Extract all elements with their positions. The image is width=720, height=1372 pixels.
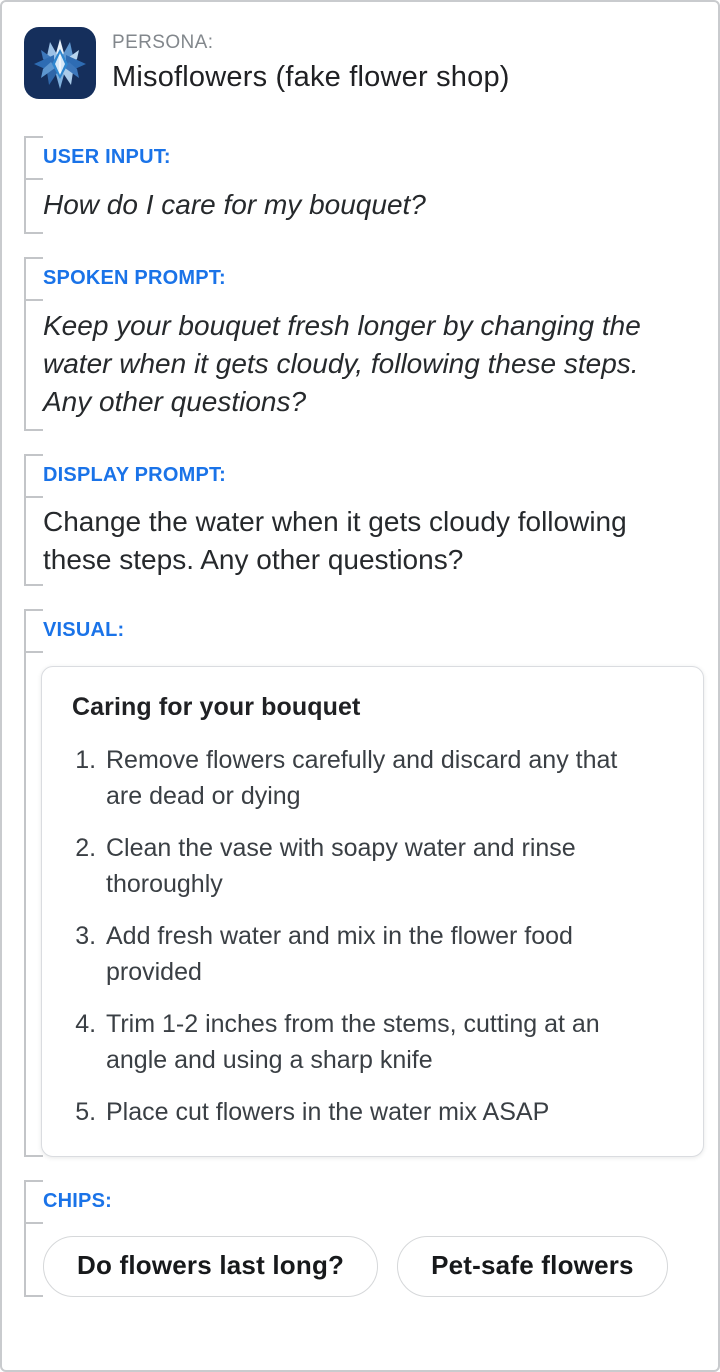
visual-card [41, 666, 704, 1157]
spec-sections [24, 136, 704, 1297]
section-chips [24, 1180, 704, 1297]
display-prompt-label: DISPLAY PROMPT: [43, 464, 227, 486]
section-spoken-prompt [24, 257, 704, 431]
chip-pet-safe-flowers[interactable]: Pet-safe flowers [397, 1236, 668, 1297]
persona-meta [112, 27, 510, 94]
care-step: 3. Add fresh water and mix in the flower food provided [103, 918, 653, 990]
persona-name: Misoflowers (fake flower shop) [112, 61, 510, 93]
care-step: 1. Remove flowers carefully and discard any that are dead or dying [103, 742, 653, 814]
persona-label: PERSONA: [112, 32, 214, 53]
visual-label: VISUAL: [43, 619, 125, 641]
user-input-text: How do I care for my bouquet? [43, 189, 426, 220]
bracket-divider-tick [26, 299, 43, 301]
care-step: 2. Clean the vase with soapy water and rinse thoroughly [103, 830, 653, 902]
display-prompt-text: Change the water when it gets cloudy following these steps. Any other questions? [43, 506, 627, 575]
spoken-prompt-label: SPOKEN PROMPT: [43, 267, 226, 289]
care-step: 5. Place cut flowers in the water mix ASAP [103, 1094, 653, 1130]
persona-header [2, 2, 718, 99]
bracket-divider-tick [26, 496, 43, 498]
care-steps-list [72, 742, 673, 1130]
bracket-divider-tick [26, 178, 43, 180]
user-input-label: USER INPUT: [43, 146, 171, 168]
visual-card-title: Caring for your bouquet [72, 693, 361, 721]
flower-icon [24, 27, 96, 99]
chips-label: CHIPS: [43, 1190, 112, 1212]
care-step: 4. Trim 1-2 inches from the stems, cutting at an angle and using a sharp knife [103, 1006, 653, 1078]
chip-do-flowers-last-long[interactable]: Do flowers last long? [43, 1236, 378, 1297]
bracket-divider-tick [26, 1222, 43, 1224]
section-user-input [24, 136, 704, 234]
section-display-prompt [24, 454, 704, 586]
spoken-prompt-text: Keep your bouquet fresh longer by changing the water when it gets cloudy, following these steps. Any other questions? [43, 310, 641, 417]
section-visual [24, 609, 704, 1157]
bracket-divider-tick [26, 651, 43, 653]
suggestion-chips-row [43, 1236, 704, 1297]
